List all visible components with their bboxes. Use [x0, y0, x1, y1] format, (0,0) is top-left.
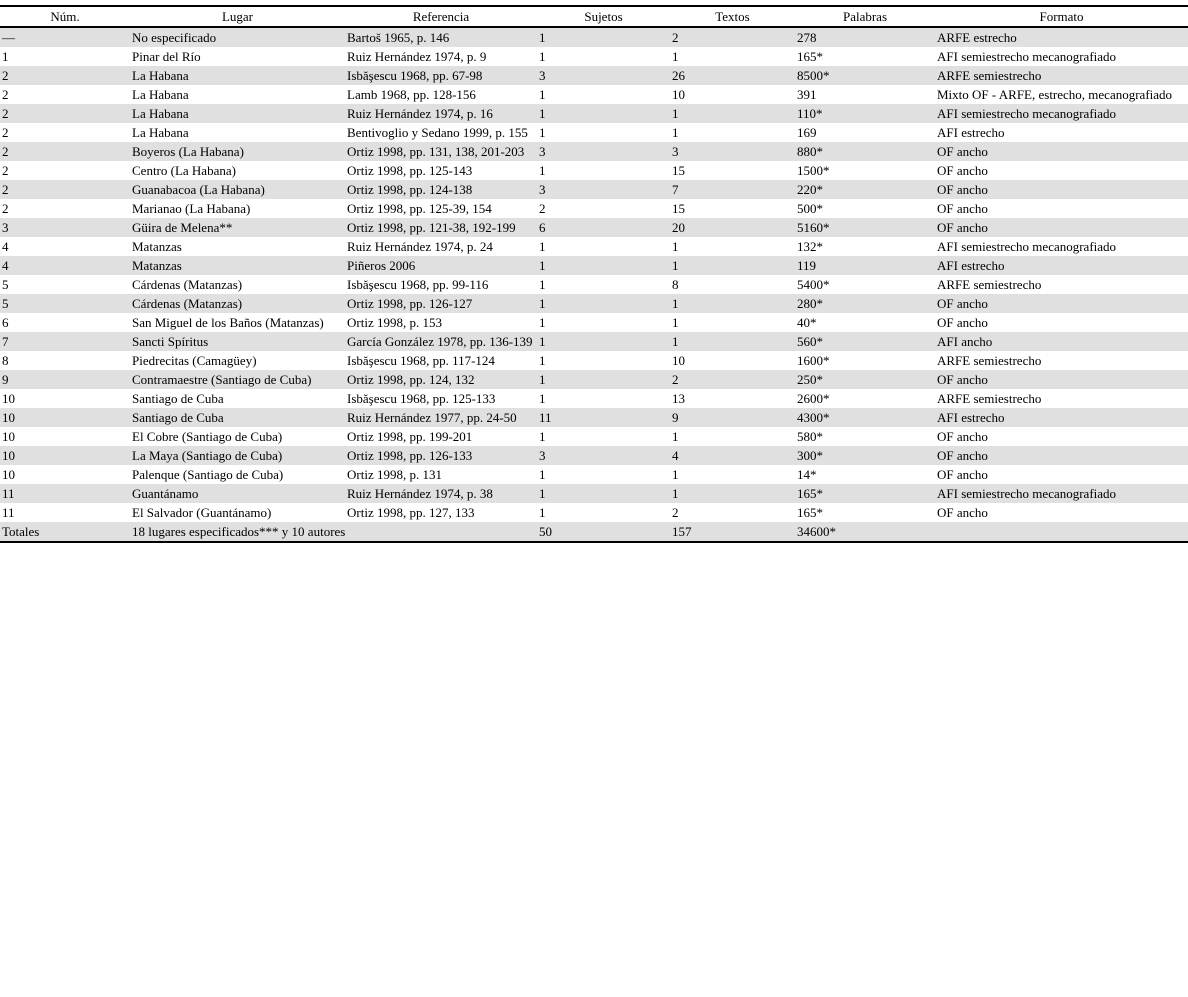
table-cell: Ortiz 1998, p. 131 [347, 466, 442, 482]
table-cell: San Miguel de los Baños (Matanzas) [132, 314, 324, 330]
table-cell: 2 [2, 86, 9, 102]
table-cell: 1 [539, 352, 546, 368]
table-cell [345, 522, 537, 542]
table-cell: OF ancho [937, 371, 988, 387]
table-cell: 250* [797, 371, 823, 387]
table-row [0, 237, 1188, 256]
table-cell: 1 [672, 295, 679, 311]
table-cell: 560* [797, 333, 823, 349]
table-row [0, 313, 1188, 332]
table-row [0, 66, 1188, 85]
table-cell: 1 [539, 86, 546, 102]
table-cell: 2 [672, 504, 679, 520]
table-cell: 2 [539, 200, 546, 216]
document-page [0, 5, 1188, 997]
table-cell: ARFE semiestrecho [937, 352, 1042, 368]
table-row [0, 161, 1188, 180]
table-cell: Ortiz 1998, pp. 121-38, 192-199 [347, 219, 516, 235]
table-cell: 2 [2, 67, 9, 83]
table-cell: 7 [2, 333, 9, 349]
table-cell: OF ancho [937, 504, 988, 520]
table-cell: 8500* [797, 67, 830, 83]
table-cell: 1500* [797, 162, 830, 178]
table-cell: 165* [797, 485, 823, 501]
table-cell: OF ancho [937, 219, 988, 235]
table-cell: 7 [672, 181, 679, 197]
table-cell: Cárdenas (Matanzas) [132, 295, 243, 311]
table-row [0, 446, 1188, 465]
table-cell: AFI semiestrecho mecanografiado [937, 238, 1117, 254]
table-cell: 1 [2, 48, 9, 64]
table-cell: Ortiz 1998, pp. 127, 133 [347, 504, 475, 520]
table-cell: 1 [539, 428, 546, 444]
table-cell: 880* [797, 143, 823, 159]
table-cell: Santiago de Cuba [132, 390, 224, 406]
table-cell: Centro (La Habana) [132, 162, 236, 178]
table-cell: 1 [539, 124, 546, 140]
table-cell: 1 [539, 162, 546, 178]
table-cell: 119 [797, 257, 817, 273]
table-cell: 13 [672, 390, 685, 406]
table-cell: Ruiz Hernández 1977, pp. 24-50 [347, 409, 517, 425]
table-row [0, 465, 1188, 484]
table-cell: AFI estrecho [937, 409, 1005, 425]
table-cell: 300* [797, 447, 823, 463]
table-cell: 1 [539, 314, 546, 330]
table-cell: 2 [2, 200, 9, 216]
table-cell: 1 [539, 276, 546, 292]
table-cell: 580* [797, 428, 823, 444]
table-cell: — [2, 29, 15, 45]
table-cell: 8 [2, 352, 9, 368]
table-body [0, 27, 1188, 542]
table-cell: 1 [539, 504, 546, 520]
table-cell: OF ancho [937, 181, 988, 197]
table-cell: 220* [797, 181, 823, 197]
table-cell: OF ancho [937, 428, 988, 444]
table-row [0, 27, 1188, 47]
table-cell: Bentivoglio y Sedano 1999, p. 155 [347, 124, 528, 140]
totals-row [0, 522, 1188, 542]
table-cell: 10 [2, 466, 15, 482]
table-cell: 1 [539, 466, 546, 482]
table-cell: Ruiz Hernández 1974, p. 38 [347, 485, 493, 501]
table-cell: Pinar del Río [132, 48, 201, 64]
table-cell: 1 [672, 105, 679, 121]
table-row [0, 408, 1188, 427]
table-cell: Cárdenas (Matanzas) [132, 276, 243, 292]
table-cell: 2 [2, 162, 9, 178]
table-cell: 157 [672, 523, 692, 539]
table-cell: AFI estrecho [937, 124, 1005, 140]
table-cell: 4300* [797, 409, 830, 425]
table-cell: Ruiz Hernández 1974, p. 9 [347, 48, 487, 64]
table-cell: 1 [539, 257, 546, 273]
table-row [0, 199, 1188, 218]
table-cell: AFI semiestrecho mecanografiado [937, 105, 1117, 121]
table-cell: 50 [539, 523, 552, 539]
table-cell: Piñeros 2006 [347, 257, 416, 273]
table-cell: AFI semiestrecho mecanografiado [937, 48, 1117, 64]
table-cell: Guantánamo [132, 485, 199, 501]
table-cell: AFI ancho [937, 333, 993, 349]
table-cell: Ortiz 1998, pp. 125-39, 154 [347, 200, 492, 216]
column-header: Palabras [795, 6, 935, 27]
table-cell: Boyeros (La Habana) [132, 143, 244, 159]
table-cell: Sancti Spíritus [132, 333, 209, 349]
table-cell: Lamb 1968, pp. 128-156 [347, 86, 476, 102]
table-cell: 2 [2, 105, 9, 121]
table-cell: 2 [672, 371, 679, 387]
table-cell: 4 [2, 238, 9, 254]
column-header: Sujetos [537, 6, 670, 27]
table-cell: 5400* [797, 276, 830, 292]
table-cell: 1 [672, 466, 679, 482]
table-cell: 1 [539, 29, 546, 45]
table-cell: 2 [2, 181, 9, 197]
table-cell: 15 [672, 200, 685, 216]
table-cell: Isbăşescu 1968, pp. 125-133 [347, 390, 496, 406]
table-cell: 278 [797, 29, 817, 45]
table-cell: Ortiz 1998, pp. 126-127 [347, 295, 473, 311]
table-cell: Palenque (Santiago de Cuba) [132, 466, 284, 482]
table-cell: Mixto OF - ARFE, estrecho, mecanografiado [937, 86, 1173, 102]
table-row [0, 256, 1188, 275]
table-cell: 1 [539, 238, 546, 254]
table-row [0, 332, 1188, 351]
table-cell: 3 [539, 67, 546, 83]
table-cell: 500* [797, 200, 823, 216]
table-row [0, 427, 1188, 446]
table-cell: 1 [539, 333, 546, 349]
table-cell: 1 [672, 257, 679, 273]
table-cell: La Maya (Santiago de Cuba) [132, 447, 283, 463]
table-cell: Piedrecitas (Camagüey) [132, 352, 257, 368]
table-cell: La Habana [132, 124, 189, 140]
table-cell: 15 [672, 162, 685, 178]
table-row [0, 142, 1188, 161]
table-cell: 2 [2, 124, 9, 140]
table-row [0, 351, 1188, 370]
table-cell: 10 [2, 428, 15, 444]
table-cell: Santiago de Cuba [132, 409, 224, 425]
table-cell: 1 [539, 295, 546, 311]
table-cell: ARFE semiestrecho [937, 390, 1042, 406]
table-cell: Totales [2, 523, 40, 539]
table-cell: Güira de Melena** [132, 219, 233, 235]
table-cell: AFI semiestrecho mecanografiado [937, 485, 1117, 501]
table-cell: 1 [672, 238, 679, 254]
table-cell: 2 [2, 143, 9, 159]
table-cell: 11 [539, 409, 552, 425]
table-cell: OF ancho [937, 314, 988, 330]
table-cell: OF ancho [937, 295, 988, 311]
table-cell: El Cobre (Santiago de Cuba) [132, 428, 283, 444]
table-cell: 280* [797, 295, 823, 311]
table-cell: 40* [797, 314, 817, 330]
table-cell: La Habana [132, 67, 189, 83]
table-cell [935, 522, 1188, 542]
table-cell: 1 [672, 485, 679, 501]
table-cell: 1600* [797, 352, 830, 368]
table-cell: Matanzas [132, 257, 182, 273]
table-cell: Ortiz 1998, pp. 124, 132 [347, 371, 475, 387]
table-row [0, 370, 1188, 389]
column-header: Textos [670, 6, 795, 27]
table-cell: 5 [2, 276, 9, 292]
table-cell: 5 [2, 295, 9, 311]
table-row [0, 104, 1188, 123]
table-row [0, 123, 1188, 142]
table-row [0, 218, 1188, 237]
table-cell: Ruiz Hernández 1974, p. 16 [347, 105, 493, 121]
table-cell: 132* [797, 238, 823, 254]
table-cell: 9 [2, 371, 9, 387]
table-cell: AFI estrecho [937, 257, 1005, 273]
column-header: Formato [935, 6, 1188, 27]
table-cell: 10 [672, 86, 685, 102]
table-cell: 6 [2, 314, 9, 330]
table-cell: 1 [672, 333, 679, 349]
table-cell: 1 [672, 48, 679, 64]
table-cell: Ortiz 1998, p. 153 [347, 314, 442, 330]
table-cell: Isbăşescu 1968, pp. 117-124 [347, 352, 495, 368]
table-cell: 391 [797, 86, 817, 102]
table-cell: Contramaestre (Santiago de Cuba) [132, 371, 312, 387]
table-cell: 3 [539, 143, 546, 159]
table-cell: 1 [539, 48, 546, 64]
table-cell: 6 [539, 219, 546, 235]
table-cell: 1 [672, 124, 679, 140]
table-cell: 9 [672, 409, 679, 425]
table-cell: 165* [797, 504, 823, 520]
table-cell: OF ancho [937, 466, 988, 482]
table-cell: 8 [672, 276, 679, 292]
table-cell: Ortiz 1998, pp. 125-143 [347, 162, 473, 178]
table-cell: Ortiz 1998, pp. 126-133 [347, 447, 473, 463]
table-cell: No especificado [132, 29, 217, 45]
table-cell: Ortiz 1998, pp. 199-201 [347, 428, 473, 444]
table-cell: Matanzas [132, 238, 182, 254]
table-cell: García González 1978, pp. 136-139 [347, 333, 533, 349]
table-cell: 11 [2, 504, 15, 520]
table-cell: ARFE semiestrecho [937, 276, 1042, 292]
table-cell: 169 [797, 124, 817, 140]
table-row [0, 180, 1188, 199]
column-header: Núm. [0, 6, 130, 27]
table-cell: La Habana [132, 105, 189, 121]
table-cell: 165* [797, 48, 823, 64]
table-cell: Bartoš 1965, p. 146 [347, 29, 450, 45]
table-cell: 110* [797, 105, 823, 121]
table-cell: 1 [539, 485, 546, 501]
table-cell: 26 [672, 67, 685, 83]
table-row [0, 275, 1188, 294]
table-cell: Guanabacoa (La Habana) [132, 181, 265, 197]
table-cell: La Habana [132, 86, 189, 102]
table-cell: Isbăşescu 1968, pp. 67-98 [347, 67, 483, 83]
header-row [0, 6, 1188, 27]
column-header: Lugar [130, 6, 345, 27]
table-cell: 3 [539, 447, 546, 463]
table-cell: 1 [539, 371, 546, 387]
table-cell: 1 [539, 105, 546, 121]
table-cell: 4 [672, 447, 679, 463]
column-header: Referencia [345, 6, 537, 27]
table-cell: 1 [672, 314, 679, 330]
table-row [0, 47, 1188, 66]
table-cell: Ortiz 1998, pp. 124-138 [347, 181, 473, 197]
table-cell: 14* [797, 466, 817, 482]
data-table [0, 5, 1188, 543]
table-cell: OF ancho [937, 162, 988, 178]
table-cell: OF ancho [937, 200, 988, 216]
table-cell: 1 [539, 390, 546, 406]
table-cell: 34600* [797, 523, 836, 539]
table-cell: 10 [672, 352, 685, 368]
table-row [0, 503, 1188, 522]
table-cell: OF ancho [937, 143, 988, 159]
table-cell: Isbăşescu 1968, pp. 99-116 [347, 276, 489, 292]
table-cell: ARFE estrecho [937, 29, 1017, 45]
table-cell: 10 [2, 447, 15, 463]
table-cell: 3 [672, 143, 679, 159]
table-cell: 4 [2, 257, 9, 273]
table-row [0, 85, 1188, 104]
table-cell: Marianao (La Habana) [132, 200, 251, 216]
table-cell: 2600* [797, 390, 830, 406]
table-cell: 5160* [797, 219, 830, 235]
table-cell: El Salvador (Guantánamo) [132, 504, 272, 520]
table-cell: 1 [672, 428, 679, 444]
table-row [0, 389, 1188, 408]
table-cell: 20 [672, 219, 685, 235]
table-cell: 3 [539, 181, 546, 197]
table-cell: ARFE semiestrecho [937, 67, 1042, 83]
table-cell: 10 [2, 409, 15, 425]
table-cell: 3 [2, 219, 9, 235]
table-row [0, 484, 1188, 503]
table-cell: Ortiz 1998, pp. 131, 138, 201-203 [347, 143, 525, 159]
table-cell: OF ancho [937, 447, 988, 463]
table-cell: Ruiz Hernández 1974, p. 24 [347, 238, 493, 254]
table-row [0, 294, 1188, 313]
table-cell: 11 [2, 485, 15, 501]
table-cell: 18 lugares especificados*** y 10 autores [132, 523, 346, 539]
table-cell: 10 [2, 390, 15, 406]
table-cell: 2 [672, 29, 679, 45]
